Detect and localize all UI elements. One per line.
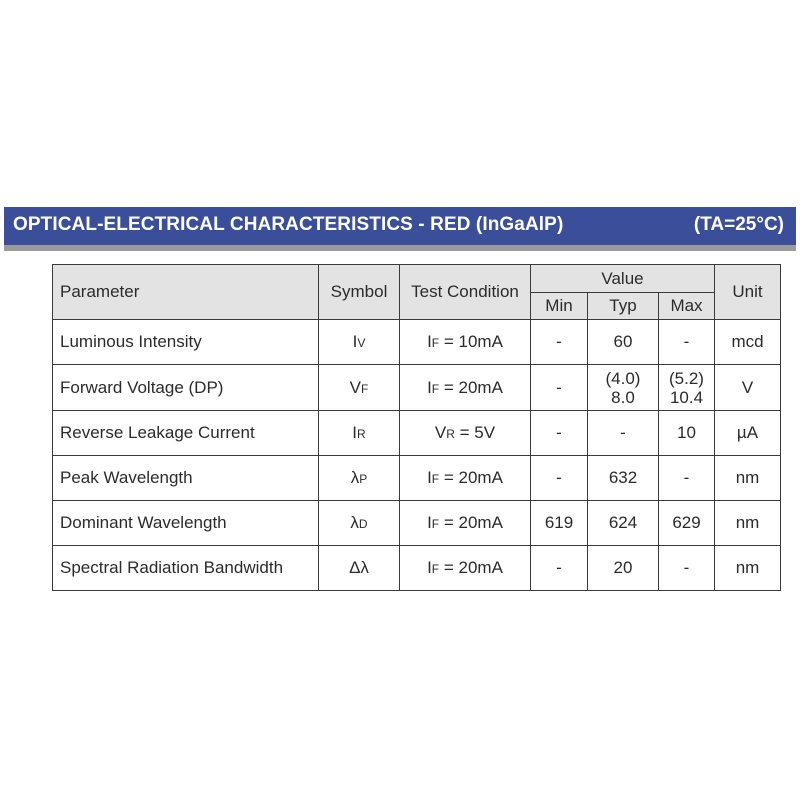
parameter-cell: Luminous Intensity — [53, 320, 319, 365]
condition-cell: IF = 20mA — [400, 501, 531, 546]
max-cell: - — [659, 546, 715, 591]
parameter-cell: Forward Voltage (DP) — [53, 365, 319, 411]
condition-cell: IF = 10mA — [400, 320, 531, 365]
table-row — [53, 456, 781, 501]
max-cell: - — [659, 456, 715, 501]
unit-cell: µA — [715, 411, 781, 456]
header-min: Min — [531, 293, 588, 320]
symbol-cell: IV — [319, 320, 400, 365]
table-row — [53, 501, 781, 546]
symbol-cell: λP — [319, 456, 400, 501]
min-cell: - — [531, 365, 588, 411]
typ-cell: 20 — [588, 546, 659, 591]
typ-cell: 60 — [588, 320, 659, 365]
max-cell: (5.2) 10.4 — [659, 365, 715, 411]
unit-cell: nm — [715, 456, 781, 501]
max-cell: 629 — [659, 501, 715, 546]
unit-cell: nm — [715, 501, 781, 546]
min-cell: - — [531, 320, 588, 365]
characteristics-table — [52, 264, 781, 591]
header-symbol: Symbol — [319, 265, 400, 320]
header-typ: Typ — [588, 293, 659, 320]
header-test-condition: Test Condition — [400, 265, 531, 320]
unit-cell: V — [715, 365, 781, 411]
header-max: Max — [659, 293, 715, 320]
table-row — [53, 546, 781, 591]
table-row — [53, 411, 781, 456]
condition-cell: IF = 20mA — [400, 456, 531, 501]
symbol-cell: λD — [319, 501, 400, 546]
symbol-cell: IR — [319, 411, 400, 456]
symbol-cell: VF — [319, 365, 400, 411]
header-value: Value — [531, 265, 715, 293]
section-banner — [4, 207, 796, 251]
typ-cell: 624 — [588, 501, 659, 546]
table-row — [53, 365, 781, 411]
parameter-cell: Spectral Radiation Bandwidth — [53, 546, 319, 591]
min-cell: 619 — [531, 501, 588, 546]
typ-cell: - — [588, 411, 659, 456]
section-title: OPTICAL-ELECTRICAL CHARACTERISTICS - RED (InGaAlP) — [13, 214, 564, 235]
parameter-cell: Reverse Leakage Current — [53, 411, 319, 456]
min-cell: - — [531, 411, 588, 456]
typ-cell: 632 — [588, 456, 659, 501]
unit-cell: nm — [715, 546, 781, 591]
max-cell: - — [659, 320, 715, 365]
header-parameter: Parameter — [53, 265, 319, 320]
table-row — [53, 320, 781, 365]
min-cell: - — [531, 456, 588, 501]
min-cell: - — [531, 546, 588, 591]
unit-cell: mcd — [715, 320, 781, 365]
condition-cell: IF = 20mA — [400, 546, 531, 591]
test-temperature-condition: (TA=25°C) — [693, 214, 784, 235]
header-unit: Unit — [715, 265, 781, 320]
parameter-cell: Dominant Wavelength — [53, 501, 319, 546]
condition-cell: VR = 5V — [400, 411, 531, 456]
symbol-cell: Δλ — [319, 546, 400, 591]
max-cell: 10 — [659, 411, 715, 456]
condition-cell: IF = 20mA — [400, 365, 531, 411]
typ-cell: (4.0) 8.0 — [588, 365, 659, 411]
parameter-cell: Peak Wavelength — [53, 456, 319, 501]
